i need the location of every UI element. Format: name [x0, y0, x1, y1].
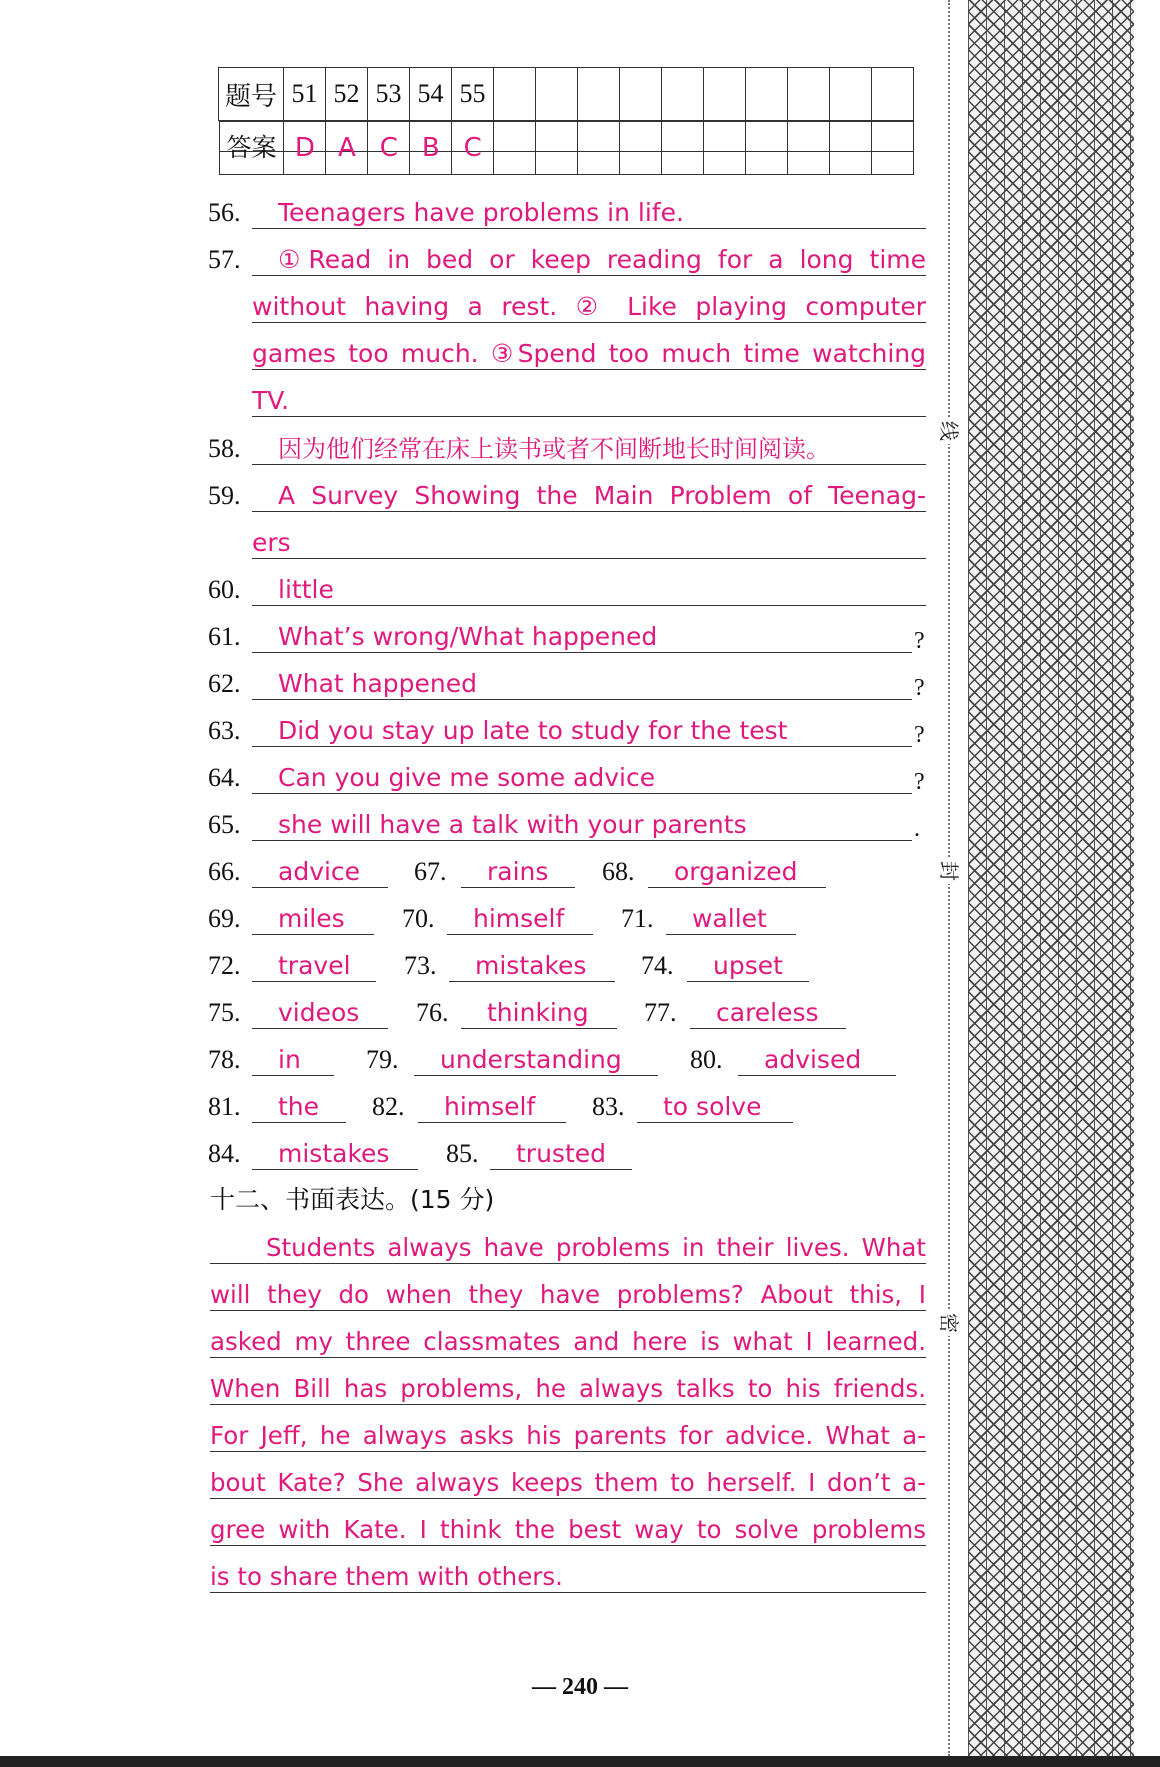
- q76-text: thinking: [487, 998, 589, 1027]
- q84-text: mistakes: [278, 1139, 390, 1168]
- essay-line-4: When Bill has problems, he always talks to his friends.: [210, 1374, 926, 1403]
- grid-row-header-answer: 答案: [219, 122, 284, 175]
- q64-answer: [252, 763, 912, 794]
- q60-text: little: [278, 575, 334, 604]
- q73-number: 73.: [404, 951, 437, 980]
- answer-grid: [218, 67, 914, 163]
- q78-number: 78.: [208, 1045, 241, 1074]
- essay-line-7: gree with Kate. I think the best way to solve problems: [210, 1515, 926, 1544]
- grid-number-cell: [704, 68, 746, 121]
- q72-number: 72.: [208, 951, 241, 980]
- grid-answer-cell: B: [410, 122, 452, 175]
- q70-text: himself: [473, 904, 565, 933]
- grid-number-cell: [578, 68, 620, 121]
- q69-answer: [252, 904, 374, 935]
- bottom-edge-bar: [0, 1756, 1160, 1767]
- q84-answer: [252, 1139, 418, 1170]
- grid-number-cell: 52: [326, 68, 368, 121]
- q63-question-mark: ?: [914, 722, 925, 748]
- grid-answer-cell: [703, 122, 745, 175]
- q59-line-2: ers: [252, 528, 926, 559]
- q73-text: mistakes: [475, 951, 587, 980]
- q71-number: 71.: [621, 904, 654, 933]
- q68-text: organized: [674, 857, 798, 886]
- q62-answer: [252, 669, 912, 700]
- essay-line-6: bout Kate? She always keeps them to herself. I don’t a-: [210, 1468, 926, 1497]
- q61-text: What’s wrong/What happened: [278, 622, 658, 651]
- q61-answer: [252, 622, 912, 653]
- grid-number-row: [219, 68, 914, 121]
- q58-text: 因为他们经常在床上读书或者不间断地长时间阅读。: [278, 435, 830, 463]
- q76-number: 76.: [416, 998, 449, 1027]
- q57-line-2: without having a rest. ② Like playing computer: [252, 292, 926, 321]
- q72-text: travel: [278, 951, 351, 980]
- grid-answer-cell: [787, 122, 829, 175]
- q79-text: understanding: [440, 1045, 622, 1074]
- q82-number: 82.: [372, 1092, 405, 1121]
- grid-answer-cell: A: [326, 122, 368, 175]
- q58-answer: [252, 434, 926, 465]
- grid-answer-row: [219, 121, 914, 152]
- q78-answer: [252, 1045, 334, 1076]
- q81-text: the: [278, 1092, 320, 1121]
- q82-text: himself: [444, 1092, 536, 1121]
- q83-text: to solve: [663, 1092, 762, 1121]
- q71-text: wallet: [692, 904, 767, 933]
- essay-line-3: asked my three classmates and here is what I learned.: [210, 1327, 926, 1356]
- q63-answer: [252, 716, 912, 747]
- q73-answer: [449, 951, 615, 982]
- essay-line-8: is to share them with others.: [210, 1562, 926, 1593]
- q66-number: 66.: [208, 857, 241, 886]
- q77-text: careless: [716, 998, 819, 1027]
- q60-answer: [252, 575, 926, 606]
- grid-number-cell: [830, 68, 872, 121]
- decorative-lattice-pattern: [968, 0, 1134, 1756]
- q68-answer: [648, 857, 826, 888]
- q59-text-1: A Survey Showing the Main Problem of Teenag-: [278, 481, 926, 510]
- grid-answer-cell: [620, 122, 662, 175]
- q69-number: 69.: [208, 904, 241, 933]
- q83-number: 83.: [592, 1092, 625, 1121]
- grid-number-cell: 51: [284, 68, 326, 121]
- q61-question-mark: ?: [914, 628, 925, 654]
- q57-line-4: TV.: [252, 386, 926, 417]
- grid-number-cell: [620, 68, 662, 121]
- grid-answer-cell: D: [284, 122, 326, 175]
- q79-number: 79.: [366, 1045, 399, 1074]
- q72-answer: [252, 951, 376, 982]
- q63-text: Did you stay up late to study for the test: [278, 716, 788, 745]
- q65-answer: [252, 810, 912, 841]
- q74-answer: [687, 951, 809, 982]
- q77-number: 77.: [644, 998, 677, 1027]
- margin-mark-xian: 线: [936, 418, 962, 444]
- q64-text: Can you give me some advice: [278, 763, 656, 792]
- q75-number: 75.: [208, 998, 241, 1027]
- q64-number: 64.: [208, 763, 241, 792]
- q71-answer: [666, 904, 796, 935]
- q59-number: 59.: [208, 481, 241, 510]
- q65-period: .: [914, 816, 920, 842]
- q75-answer: [252, 998, 388, 1029]
- q62-question-mark: ?: [914, 675, 925, 701]
- q80-answer: [738, 1045, 896, 1076]
- q83-answer: [637, 1092, 793, 1123]
- q68-number: 68.: [602, 857, 635, 886]
- q57-text-1: ①Read in bed or keep reading for a long time: [278, 245, 926, 274]
- q58-number: 58.: [208, 434, 241, 463]
- q81-answer: [252, 1092, 346, 1123]
- grid-answer-cell: [829, 122, 871, 175]
- grid-answer-cell: C: [452, 122, 494, 175]
- q65-text: she will have a talk with your parents: [278, 810, 747, 839]
- grid-answer-cell: [661, 122, 703, 175]
- q76-answer: [461, 998, 617, 1029]
- q62-text: What happened: [278, 669, 478, 698]
- q80-text: advised: [764, 1045, 862, 1074]
- grid-number-cell: [494, 68, 536, 121]
- q57-number: 57.: [208, 245, 241, 274]
- grid-answer-cell: [871, 122, 913, 175]
- q61-number: 61.: [208, 622, 241, 651]
- q75-text: videos: [278, 998, 360, 1027]
- grid-number-cell: [746, 68, 788, 121]
- q56-number: 56.: [208, 198, 241, 227]
- essay-line-2: will they do when they have problems? About this, I: [210, 1280, 926, 1309]
- q60-number: 60.: [208, 575, 241, 604]
- q85-answer: [490, 1139, 632, 1170]
- grid-row-header-number: 题号: [219, 68, 284, 121]
- q62-number: 62.: [208, 669, 241, 698]
- q74-number: 74.: [641, 951, 674, 980]
- grid-answer-cell: [536, 122, 578, 175]
- grid-number-cell: [536, 68, 578, 121]
- grid-number-cell: 53: [368, 68, 410, 121]
- q78-text: in: [278, 1045, 301, 1074]
- q79-answer: [414, 1045, 658, 1076]
- grid-number-cell: [872, 68, 914, 121]
- q59-line-1: [252, 481, 926, 512]
- q80-number: 80.: [690, 1045, 723, 1074]
- q70-number: 70.: [402, 904, 435, 933]
- q65-number: 65.: [208, 810, 241, 839]
- q57-line-1: [252, 245, 926, 276]
- q81-number: 81.: [208, 1092, 241, 1121]
- essay-line-5: For Jeff, he always asks his parents for advice. What a-: [210, 1421, 926, 1450]
- grid-number-cell: 55: [452, 68, 494, 121]
- q67-answer: [461, 857, 575, 888]
- section-title: 十二、书面表达。(15 分): [210, 1185, 495, 1214]
- grid-answer-cell: [745, 122, 787, 175]
- q67-number: 67.: [414, 857, 447, 886]
- q82-answer: [418, 1092, 566, 1123]
- q84-number: 84.: [208, 1139, 241, 1168]
- q56-answer: [252, 198, 926, 229]
- grid-number-cell: [662, 68, 704, 121]
- q57-line-3: games too much. ③Spend too much time watching: [252, 339, 926, 368]
- q69-text: miles: [278, 904, 345, 933]
- q66-answer: [252, 857, 388, 888]
- grid-answer-cell: [578, 122, 620, 175]
- q74-text: upset: [713, 951, 783, 980]
- grid-answer-cell: [494, 122, 536, 175]
- q70-answer: [447, 904, 593, 935]
- q67-text: rains: [487, 857, 549, 886]
- margin-mark-feng: 封: [936, 858, 962, 884]
- page-number: — 240 —: [532, 1674, 628, 1700]
- grid-number-cell: [788, 68, 830, 121]
- essay-line-1: Students always have problems in their lives. What: [210, 1233, 926, 1264]
- q85-text: trusted: [516, 1139, 607, 1168]
- margin-mark-mi: 密: [936, 1310, 962, 1336]
- q56-text: Teenagers have problems in life.: [278, 198, 684, 227]
- q63-number: 63.: [208, 716, 241, 745]
- q77-answer: [690, 998, 846, 1029]
- q64-question-mark: ?: [914, 769, 925, 795]
- q85-number: 85.: [446, 1139, 479, 1168]
- grid-answer-cell: C: [368, 122, 410, 175]
- grid-number-cell: 54: [410, 68, 452, 121]
- q66-text: advice: [278, 857, 361, 886]
